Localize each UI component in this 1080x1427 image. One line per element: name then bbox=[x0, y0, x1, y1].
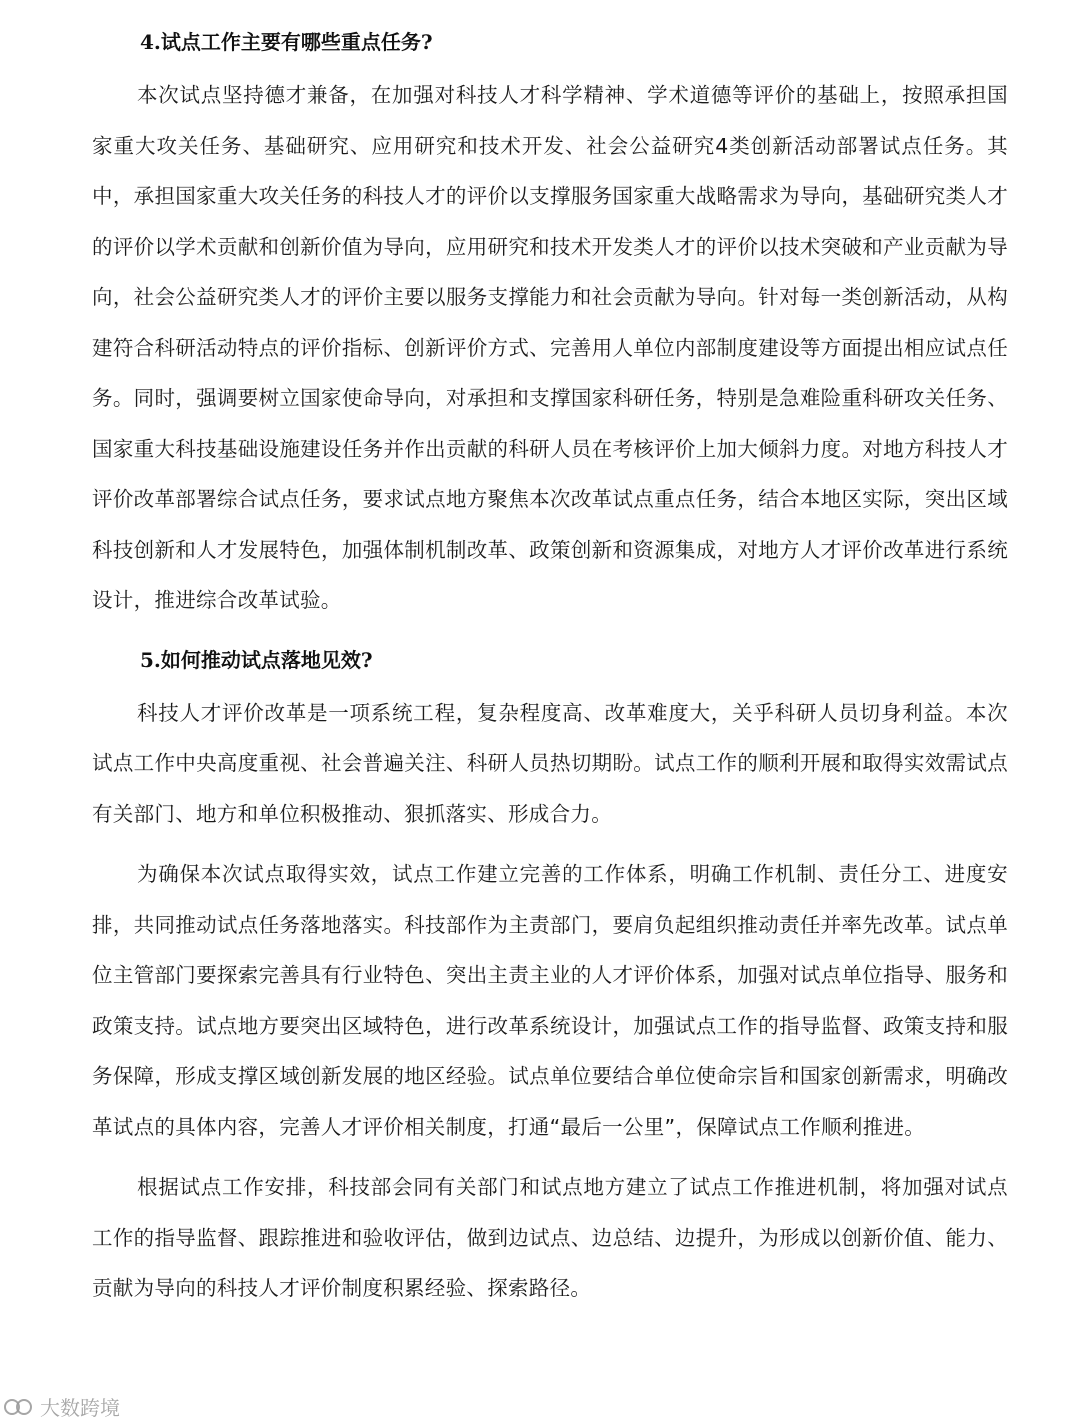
watermark bbox=[4, 1392, 120, 1421]
section-5-paragraph-3: 根据试点工作安排，科技部会同有关部门和试点地方建立了试点工作推进机制，将加强对试点工作的指导监督、跟踪推进和验收评估，做到边试点、边总结、边提升，为形成以创新价值、能力、贡献为导向的科技人才评价制度积累经验、探索路径。 bbox=[92, 1175, 1008, 1300]
section-5-heading: 5.如何推动试点落地见效? bbox=[140, 647, 373, 672]
logo-mark-icon bbox=[4, 1396, 34, 1418]
watermark-text: 大数跨境 bbox=[40, 1396, 120, 1420]
section-4-heading: 4.试点工作主要有哪些重点任务? bbox=[140, 30, 433, 54]
section-5-paragraph-2: 为确保本次试点取得实效，试点工作建立完善的工作体系，明确工作机制、责任分工、进度安排，共同推动试点任务落地落实。科技部作为主责部门，要肩负起组织推动责任并率先改革。试点单位主管部门要探索完善具有行业特色、突出主责主业的人才评价体系，加强对试点单位指导、服务和政策支持。试点地方要突出区域特色，进行改革系统设计，加强试点工作的指导监督、政策支持和服务保障，形成支撑区域创新发展的地区经验。试点单位要结合单位使命宗旨和国家创新需求，明确改革试点的具体内容，完善人才评价相关制度，打通“最后一公里”，保障试点工作顺利推进。 bbox=[92, 862, 1008, 1139]
section-5-paragraph-1: 科技人才评价改革是一项系统工程，复杂程度高、改革难度大，关乎科研人员切身利益。本次试点工作中央高度重视、社会普遍关注、科研人员热切期盼。试点工作的顺利开展和取得实效需试点有关部门、地方和单位积极推动、狠抓落实、形成合力。 bbox=[92, 700, 1008, 826]
section-4-paragraph: 本次试点坚持德才兼备，在加强对科技人才科学精神、学术道德等评价的基础上，按照承担国家重大攻关任务、基础研究、应用研究和技术开发、社会公益研究4类创新活动部署试点任务。其中，承担国家重大攻关任务的科技人才的评价以支撑服务国家重大战略需求为导向，基础研究类人才的评价以学术贡献和创新价值为导向，应用研究和技术开发类人才的评价以技术突破和产业贡献为导向，社会公益研究类人才的评价主要以服务支撑能力和社会贡献为导向。针对每一类创新活动，从构建符合科研活动特点的评价指标、创新评价方式、完善用人单位内部制度建设等方面提出相应试点任务。同时，强调要树立国家使命导向，对承担和支撑国家科研任务，特别是急难险重科研攻关任务、国家重大科技基础设施建设任务并作出贡献的科研人员在考核评价上加大倾斜力度。对地方科技人才评价改革部署综合试点任务，要求试点地方聚焦本次改革试点重点任务，结合本地区实际，突出区域科技创新和人才发展特色，加强体制机制改革、政策创新和资源集成，对地方人才评价改革进行系统设计，推进综合改革试验。 bbox=[92, 83, 1008, 612]
